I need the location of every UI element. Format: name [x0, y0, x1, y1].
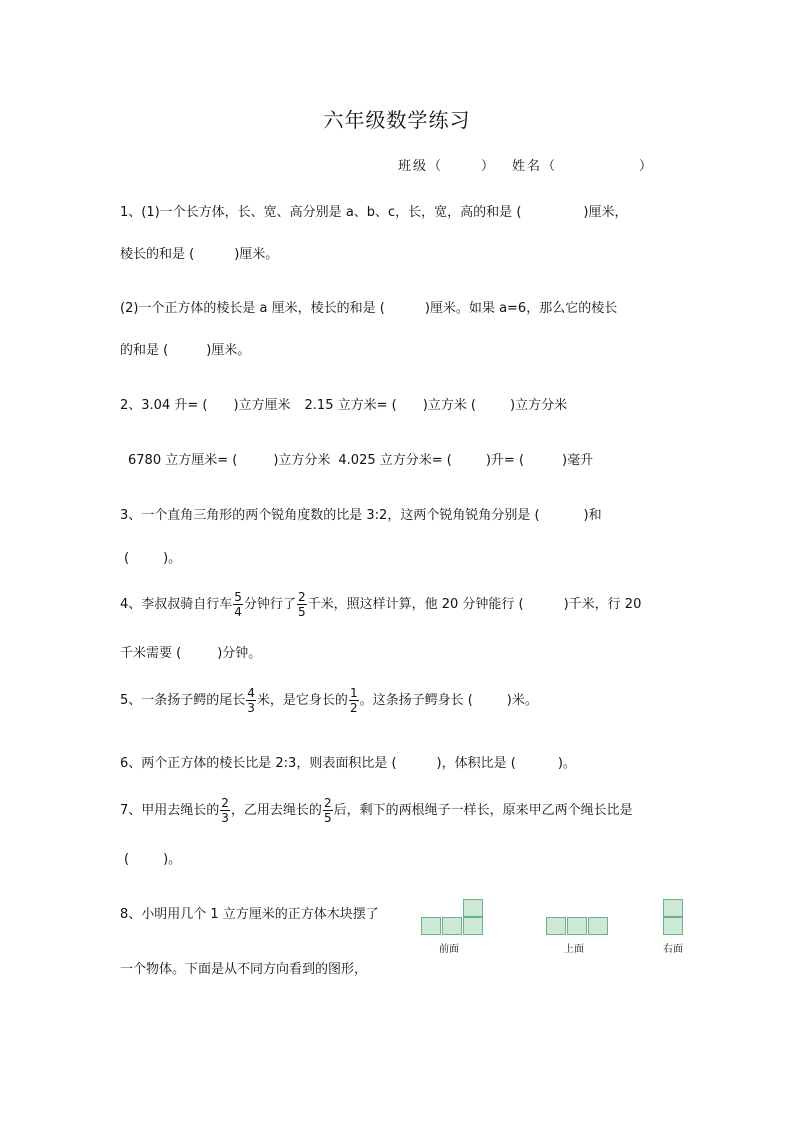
fraction-denominator: 3 — [221, 811, 229, 825]
q2-line-1 — [120, 394, 567, 413]
front-view-figure — [421, 899, 485, 955]
page-title: 六年级数学练习 — [323, 108, 471, 132]
q4-text-d: )千米，行 20 — [563, 597, 642, 612]
fraction-denominator: 5 — [297, 605, 306, 619]
q2-text-f: 6780 立方厘米= ( — [128, 453, 238, 468]
top-view-label: 上面 — [564, 944, 584, 955]
fraction-numerator: 2 — [221, 796, 229, 810]
q7-line-2 — [124, 848, 181, 867]
fraction-denominator: 3 — [247, 701, 255, 715]
fraction-numerator: 5 — [234, 590, 242, 604]
cube-cell — [463, 899, 483, 917]
q2-text-d: )立方米 ( — [422, 398, 476, 413]
name-label: 姓名（ — [512, 159, 558, 174]
q6-text-b: )，体积比是 ( — [436, 756, 516, 771]
q4-fraction-2 — [297, 590, 307, 619]
q5-text-d: )米。 — [506, 693, 538, 708]
q1-text: 1、(1)一个长方体，长、宽、高分别是 a、b、c，长，宽，高的和是 ( — [120, 205, 522, 220]
class-close: ） — [481, 159, 497, 174]
q2-text-g: )立方分米 — [273, 453, 331, 468]
q8-line-1 — [120, 903, 379, 922]
q1-part2-text-2: 的和是 ( — [120, 343, 169, 358]
q1-unit: )厘米， — [583, 205, 628, 220]
q4-text-e: 千米需要 ( — [120, 646, 182, 661]
fraction-numerator: 2 — [323, 796, 332, 810]
q8-line-2 — [120, 958, 367, 977]
q2-text-i: )升= ( — [485, 453, 525, 468]
q4-fraction-1 — [233, 590, 243, 619]
q1-line-1 — [120, 201, 627, 220]
q4-text-f: )分钟。 — [217, 646, 262, 661]
q7-fraction-1 — [220, 796, 230, 825]
q3-text-b: )和 — [583, 508, 602, 523]
q1-part2-text-b: )厘米。如果 a=6，那么它的棱长 — [424, 301, 618, 316]
q1-part2-text: (2)一个正方体的棱长是 a 厘米，棱长的和是 ( — [120, 301, 385, 316]
q5-fraction-2 — [349, 686, 359, 715]
q3-close: )。 — [163, 551, 182, 566]
fraction-denominator: 4 — [234, 605, 242, 619]
cube-cell — [588, 917, 608, 935]
q2-text-b: )立方厘米 — [233, 398, 291, 413]
q4-line-2 — [120, 642, 261, 661]
fraction-numerator: 4 — [247, 686, 255, 700]
q1-line-3 — [120, 297, 617, 316]
q6-text-a: 6、两个正方体的棱长比是 2:3，则表面积比是 ( — [120, 756, 397, 771]
q4-text-b: 分钟行了 — [243, 597, 296, 612]
cube-cell — [663, 899, 683, 917]
cube-cell — [421, 917, 441, 935]
q7-close: )。 — [163, 852, 182, 867]
top-view-figure — [546, 917, 610, 955]
cube-cell — [567, 917, 587, 935]
q7-line-1 — [120, 795, 633, 827]
q5-text-b: 米，是它身长的 — [256, 693, 348, 708]
fraction-denominator: 5 — [323, 811, 332, 825]
right-view-figure — [663, 899, 693, 955]
q1-part2-unit: )厘米。 — [206, 343, 251, 358]
q1-unit-2: )厘米。 — [234, 247, 279, 262]
name-field — [512, 155, 654, 174]
q5-text-c: 。这条扬子鳄身长 ( — [359, 693, 473, 708]
q7-open: ( — [124, 852, 130, 867]
cube-cell — [463, 917, 483, 935]
q4-text-a: 4、李叔叔骑自行车 — [120, 597, 233, 612]
q1-line-2 — [120, 243, 278, 262]
q1-text-2: 棱长的和是 ( — [120, 247, 195, 262]
q6-line — [120, 752, 576, 771]
right-view-label: 右面 — [663, 944, 683, 955]
cube-cell — [546, 917, 566, 935]
q6-text-c: )。 — [557, 756, 576, 771]
q2-text-j: )毫升 — [562, 453, 594, 468]
fraction-numerator: 1 — [349, 686, 358, 700]
q8-text-2: 一个物体。下面是从不同方向看到的图形， — [120, 962, 368, 977]
q2-text-h: 4.025 立方分米= ( — [338, 453, 452, 468]
q7-text-b: ，乙用去绳长的 — [230, 803, 322, 818]
q2-text-a: 2、3.04 升= ( — [120, 398, 208, 413]
q5-line — [120, 685, 538, 717]
cube-cell — [663, 917, 683, 935]
fraction-denominator: 2 — [349, 701, 358, 715]
name-close: ） — [639, 159, 655, 174]
q5-text-a: 5、一条扬子鳄的尾长 — [120, 693, 246, 708]
q2-line-2 — [128, 449, 593, 468]
q5-fraction-1 — [246, 686, 256, 715]
q4-text-c: 千米，照这样计算，他 20 分钟能行 ( — [307, 597, 524, 612]
q3-open: ( — [124, 551, 130, 566]
front-view-label: 前面 — [439, 944, 459, 955]
q2-text-e: )立方分米 — [510, 398, 568, 413]
q8-text: 8、小明用几个 1 立方厘米的正方体木块摆了 — [120, 907, 379, 922]
q7-text-a: 7、甲用去绳长的 — [120, 803, 220, 818]
q7-fraction-2 — [323, 796, 333, 825]
q7-text-c: 后，剩下的两根绳子一样长，原来甲乙两个绳长比是 — [333, 803, 633, 818]
class-field — [398, 155, 496, 174]
fraction-numerator: 2 — [297, 590, 306, 604]
cube-cell — [442, 917, 462, 935]
q2-text-c: 2.15 立方米= ( — [304, 398, 397, 413]
q1-line-4 — [120, 339, 250, 358]
class-label: 班级（ — [398, 159, 444, 174]
q4-line-1 — [120, 589, 641, 621]
q3-line-1 — [120, 504, 602, 523]
q3-line-2 — [124, 547, 181, 566]
q3-text: 3、一个直角三角形的两个锐角度数的比是 3:2，这两个锐角锐角分别是 ( — [120, 508, 540, 523]
